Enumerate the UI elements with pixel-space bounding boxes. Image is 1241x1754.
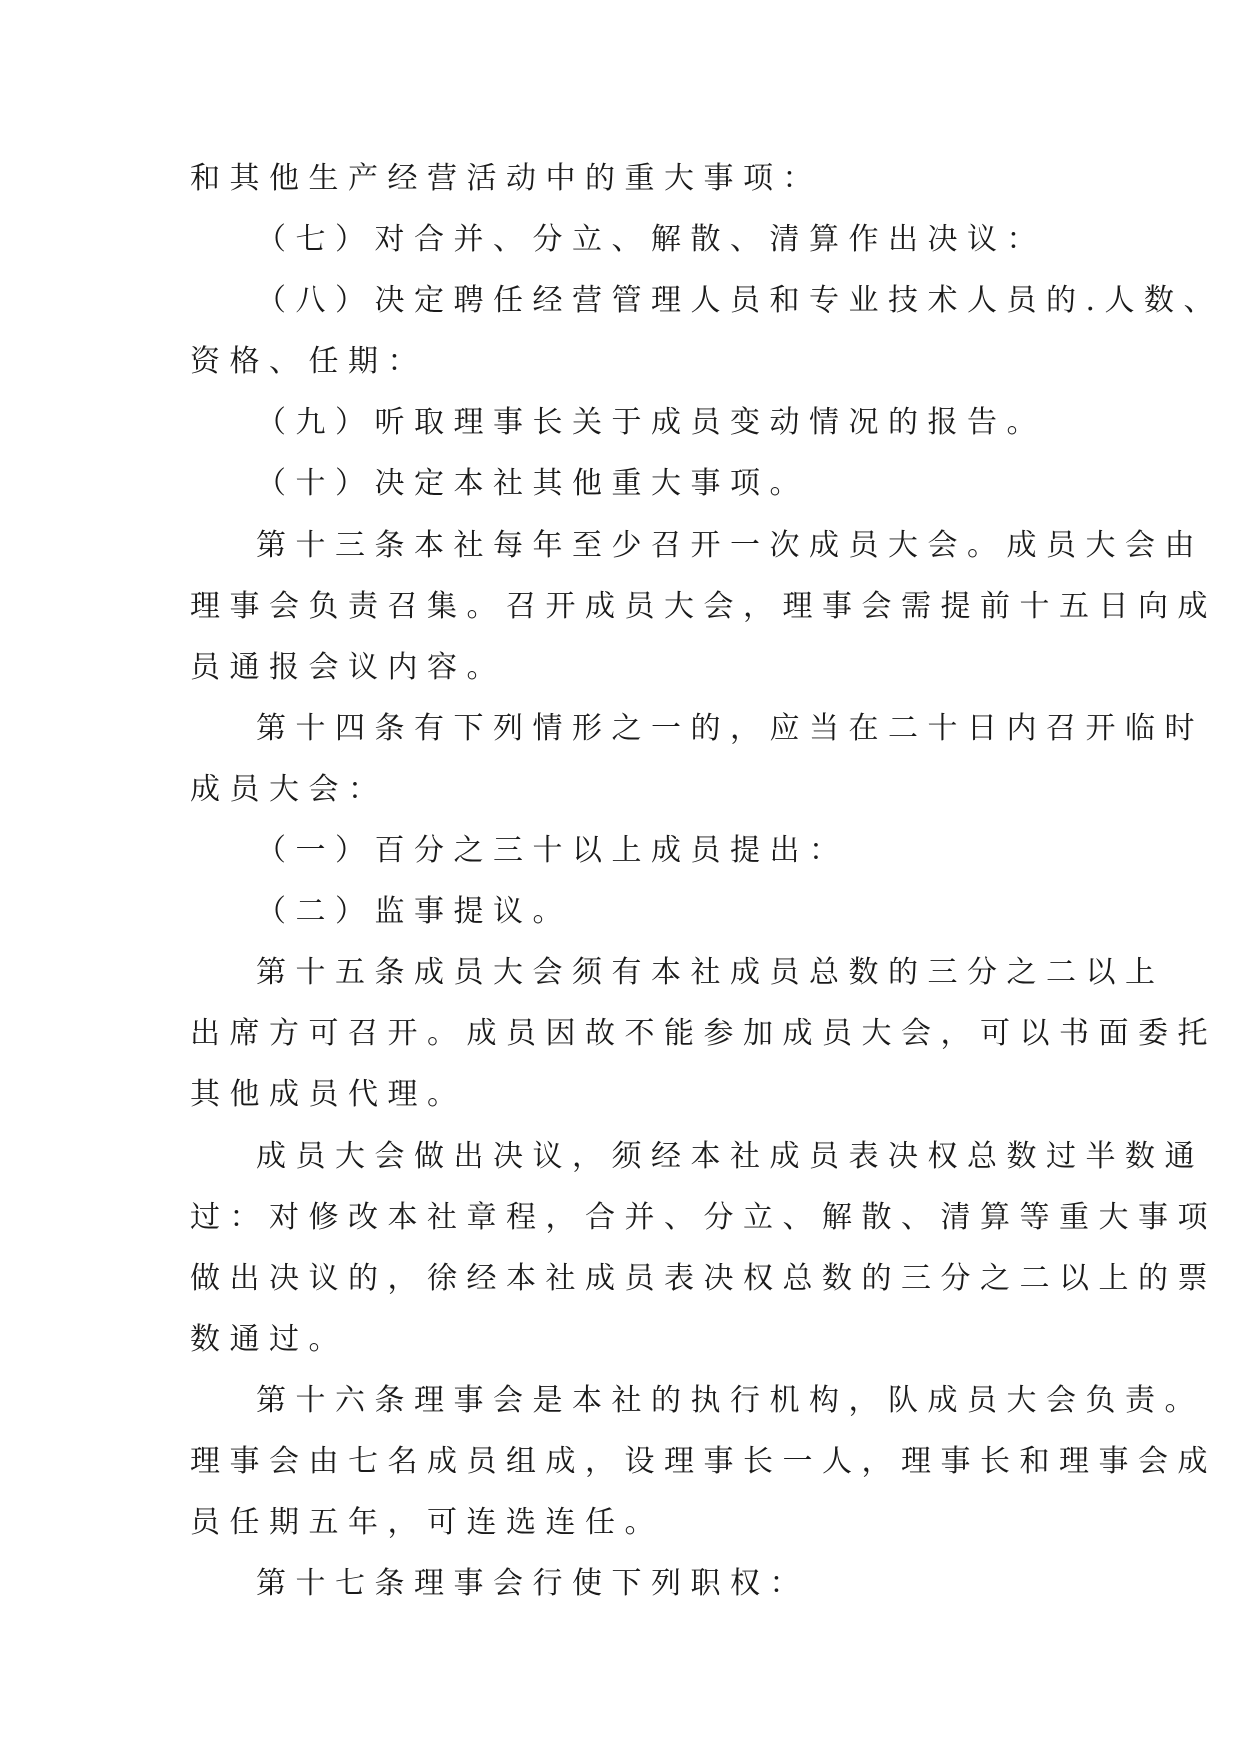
text-line: 员任期五年，可连选连任。 <box>190 1505 664 1541</box>
text-line: 第十四条有下列情形之一的，应当在二十日内召开临时 <box>256 710 1204 746</box>
text-line: 出席方可召开。成员因故不能参加成员大会，可以书面委托 <box>190 1016 1217 1052</box>
text-line: 第十五条成员大会须有本社成员总数的三分之二以上 <box>256 955 1165 991</box>
text-line: 理事会由七名成员组成，设理事长一人，理事长和理事会成 <box>190 1443 1217 1479</box>
text-line: 成员大会： <box>190 771 388 807</box>
text-line: （九）听取理事长关于成员变动情况的报告。 <box>256 405 1046 441</box>
text-line: （一）百分之三十以上成员提出： <box>256 833 849 869</box>
text-line: 第十三条本社每年至少召开一次成员大会。成员大会由 <box>256 527 1204 563</box>
document-page <box>190 148 1224 1614</box>
text-line: 数通过。 <box>190 1321 348 1357</box>
text-line: 第十六条理事会是本社的执行机构，队成员大会负责。 <box>256 1382 1204 1418</box>
text-line: 理事会负责召集。召开成员大会，理事会需提前十五日向成 <box>190 588 1217 624</box>
text-line: 做出决议的，徐经本社成员表决权总数的三分之二以上的票 <box>190 1260 1217 1296</box>
text-line: 第十七条理事会行使下列职权： <box>256 1566 809 1602</box>
text-line: （二）监事提议。 <box>256 894 572 930</box>
text-line: 成员大会做出决议，须经本社成员表决权总数过半数通 <box>256 1138 1204 1174</box>
text-line: 资格、任期： <box>190 344 427 380</box>
text-line: （十）决定本社其他重大事项。 <box>256 466 809 502</box>
text-line: 和其他生产经营活动中的重大事项： <box>190 161 822 196</box>
text-line: 过：对修改本社章程，合并、分立、解散、清算等重大事项 <box>190 1199 1217 1235</box>
text-line: （八）决定聘任经营管理人员和专业技术人员的.人数、 <box>256 283 1224 319</box>
text-line: 员通报会议内容。 <box>190 649 506 685</box>
text-line: （七）对合并、分立、解散、清算作出决议： <box>256 222 1046 258</box>
text-line: 其他成员代理。 <box>190 1077 467 1113</box>
